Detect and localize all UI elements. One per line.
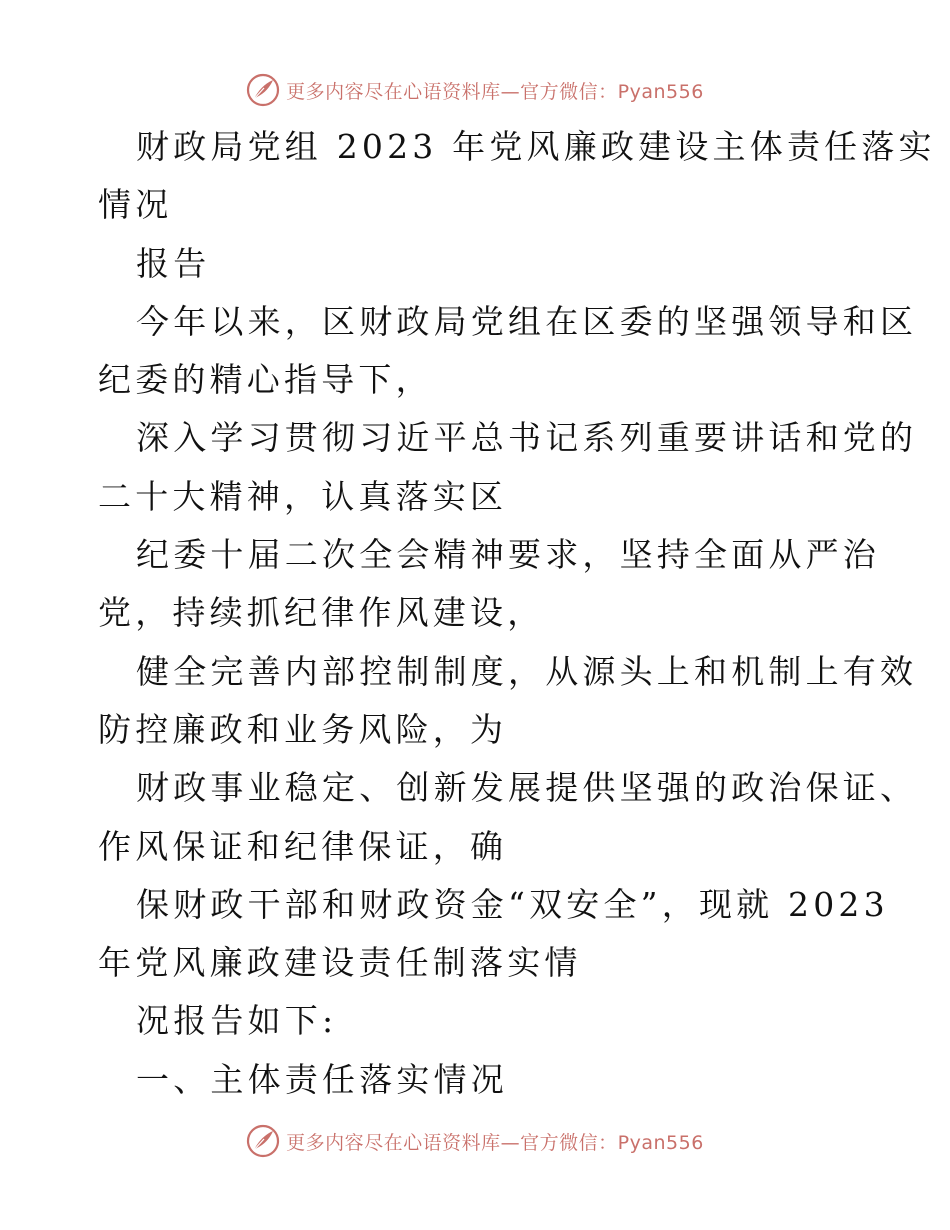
text-line: 防控廉政和业务风险，为 (98, 709, 508, 749)
text-line: 纪委的精心指导下， (98, 360, 433, 400)
text-line: 情况 (98, 185, 173, 225)
text-line: 深入学习贯彻习近平总书记系列重要讲话和党的 (136, 418, 918, 458)
text-line: 报告 (136, 243, 211, 283)
text-line: 一、主体责任落实情况 (136, 1059, 508, 1099)
text-line: 纪委十届二次全会精神要求，坚持全面从严治 (136, 535, 880, 575)
footer-watermark (0, 1121, 950, 1161)
watermark-text: 更多内容尽在心语资料库—官方微信：Pyan556 (286, 80, 704, 103)
text-line: 二十大精神，认真落实区 (98, 476, 508, 516)
text-line: 况报告如下: (136, 1001, 338, 1041)
text-line: 作风保证和纪律保证，确 (98, 826, 508, 866)
text-line: 财政局党组 2023 年党风廉政建设主体责任落实 (136, 127, 936, 166)
text-line: 健全完善内部控制制度，从源头上和机制上有效 (136, 651, 918, 691)
text-line: 年党风廉政建设责任制落实情 (98, 943, 582, 983)
text-line: 财政事业稳定、创新发展提供坚强的政治保证、 (136, 768, 918, 808)
text-line: 保财政干部和财政资金“双安全”，现就 2023 (136, 884, 889, 924)
text-line: 党，持续抓纪律作风建设， (98, 593, 545, 633)
header-watermark (0, 70, 950, 110)
text-line: 今年以来，区财政局党组在区委的坚强领导和区 (136, 301, 918, 341)
feather-pen-logo-icon (246, 73, 280, 107)
feather-pen-logo-icon (246, 1124, 280, 1158)
watermark-text: 更多内容尽在心语资料库—官方微信：Pyan556 (286, 1131, 704, 1154)
document-body (98, 118, 936, 1109)
